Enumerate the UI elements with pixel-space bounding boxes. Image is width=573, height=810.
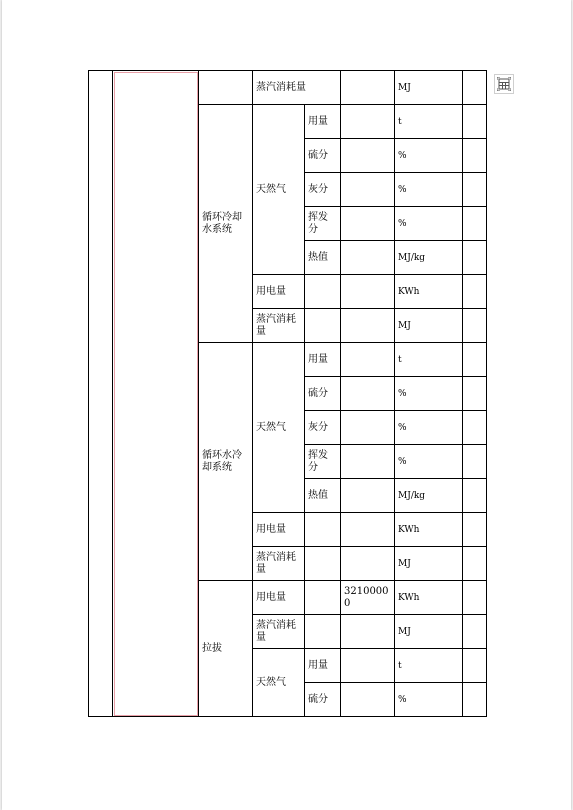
blank-cell	[463, 139, 487, 173]
blank-cell	[463, 547, 487, 581]
unit-cell: MJ/kg	[395, 479, 463, 513]
value-cell	[341, 547, 395, 581]
sub-cell: 硫分	[305, 683, 341, 717]
gas-cell: 天然气	[253, 105, 305, 275]
sub-cell: 硫分	[305, 139, 341, 173]
blank-cell	[89, 71, 113, 717]
sub-cell: 用量	[305, 105, 341, 139]
blank-cell	[305, 615, 341, 649]
sub-cell: 热值	[305, 241, 341, 275]
blank-cell	[463, 445, 487, 479]
blank-cell	[463, 479, 487, 513]
blank-cell	[463, 615, 487, 649]
unit-cell: MJ	[395, 309, 463, 343]
item-cell: 蒸汽消耗量	[253, 309, 305, 343]
blank-cell	[305, 547, 341, 581]
value-cell	[341, 445, 395, 479]
unit-cell: MJ/kg	[395, 241, 463, 275]
blank-cell	[305, 513, 341, 547]
document-page	[2, 0, 571, 810]
sub-cell: 灰分	[305, 173, 341, 207]
blank-cell	[463, 581, 487, 615]
item-cell: 蒸汽消耗量	[253, 547, 305, 581]
value-cell	[341, 479, 395, 513]
sub-cell: 灰分	[305, 411, 341, 445]
value-cell	[341, 309, 395, 343]
sub-cell: 挥发分	[305, 207, 341, 241]
unit-cell: KWh	[395, 275, 463, 309]
unit-cell: %	[395, 445, 463, 479]
sub-cell: 热值	[305, 479, 341, 513]
blank-cell	[463, 343, 487, 377]
item-cell: 用电量	[253, 513, 305, 547]
gas-cell: 天然气	[253, 649, 305, 717]
unit-cell: KWh	[395, 581, 463, 615]
blank-cell	[463, 241, 487, 275]
value-cell	[341, 649, 395, 683]
value-cell	[341, 207, 395, 241]
unit-cell: KWh	[395, 513, 463, 547]
system-cell: 循环冷却水系统	[199, 105, 253, 343]
blank-cell	[463, 207, 487, 241]
item-cell: 蒸汽消耗量	[253, 615, 305, 649]
value-cell	[341, 377, 395, 411]
value-cell	[341, 173, 395, 207]
sub-cell: 用量	[305, 649, 341, 683]
blank-cell	[113, 71, 199, 717]
blank-cell	[305, 581, 341, 615]
table-row	[89, 71, 487, 105]
unit-cell: t	[395, 343, 463, 377]
unit-cell: t	[395, 649, 463, 683]
unit-cell: %	[395, 411, 463, 445]
unit-cell: MJ	[395, 615, 463, 649]
value-cell	[341, 71, 395, 105]
unit-cell: %	[395, 683, 463, 717]
blank-cell	[463, 683, 487, 717]
blank-cell	[305, 275, 341, 309]
system-cell: 拉拔	[199, 581, 253, 717]
unit-cell: %	[395, 139, 463, 173]
item-cell: 用电量	[253, 581, 305, 615]
blank-cell	[463, 173, 487, 207]
value-cell	[341, 615, 395, 649]
blank-cell	[463, 71, 487, 105]
unit-cell: %	[395, 377, 463, 411]
value-cell	[341, 241, 395, 275]
unit-cell: MJ	[395, 547, 463, 581]
blank-cell	[305, 309, 341, 343]
value-cell	[341, 411, 395, 445]
value-cell	[341, 105, 395, 139]
value-cell	[341, 513, 395, 547]
blank-cell	[463, 411, 487, 445]
blank-cell	[463, 105, 487, 139]
blank-cell	[463, 309, 487, 343]
sub-cell: 硫分	[305, 377, 341, 411]
table-grid-icon	[497, 77, 511, 91]
blank-cell	[463, 275, 487, 309]
blank-cell	[463, 377, 487, 411]
unit-cell: %	[395, 173, 463, 207]
unit-cell: t	[395, 105, 463, 139]
energy-consumption-table	[88, 70, 487, 717]
value-cell	[341, 343, 395, 377]
table-grid-icon[interactable]	[494, 74, 514, 94]
blank-cell	[463, 649, 487, 683]
value-cell	[341, 275, 395, 309]
sub-cell: 挥发分	[305, 445, 341, 479]
system-cell	[199, 71, 253, 105]
value-cell: 32100000	[341, 581, 395, 615]
unit-cell: MJ	[395, 71, 463, 105]
value-cell	[341, 139, 395, 173]
item-cell: 蒸汽消耗量	[253, 71, 341, 105]
item-cell: 用电量	[253, 275, 305, 309]
gas-cell: 天然气	[253, 343, 305, 513]
value-cell	[341, 683, 395, 717]
system-cell: 循环水冷却系统	[199, 343, 253, 581]
blank-cell	[463, 513, 487, 547]
unit-cell: %	[395, 207, 463, 241]
sub-cell: 用量	[305, 343, 341, 377]
